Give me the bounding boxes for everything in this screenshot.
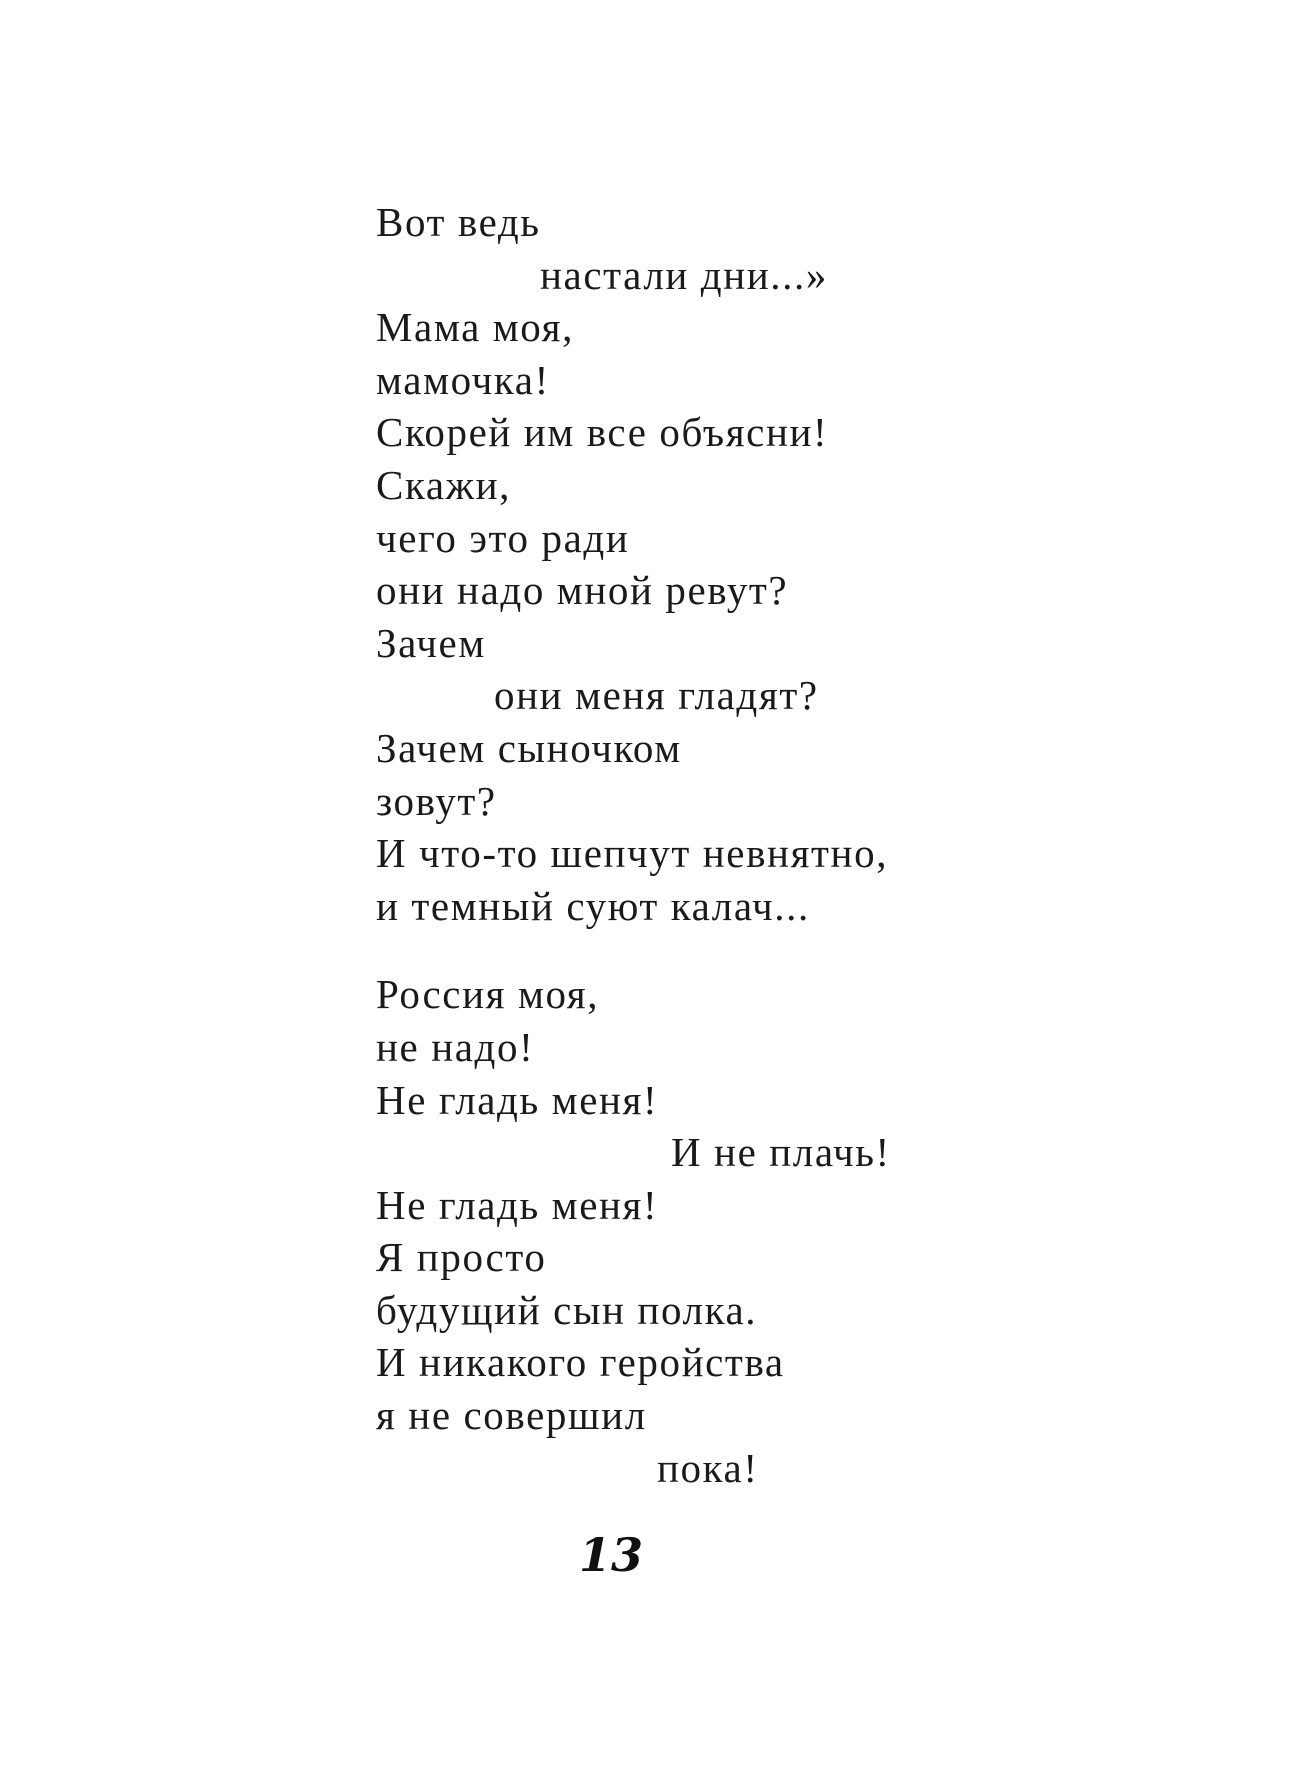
poem-line: Скажи, — [376, 461, 511, 508]
poem-line: Вот ведь — [376, 199, 541, 245]
poem-line: они надо мной ревут? — [376, 567, 789, 614]
poem-line: Зачем сыночком — [376, 724, 682, 771]
poem-line: они меня гладят? — [494, 672, 819, 719]
poem-line: и темный суют калач... — [376, 882, 810, 929]
stanza-2 — [376, 968, 996, 1494]
poem-line: я не совершил — [376, 1392, 647, 1439]
poem-line: Я просто — [376, 1234, 547, 1281]
poem-line: не надо! — [376, 1023, 535, 1070]
poem-line: И не плачь! — [671, 1129, 891, 1176]
poem-line: Россия моя, — [376, 971, 600, 1018]
poem-line: Мама моя, — [376, 304, 574, 351]
poem-line: И что-то шепчут невнятно, — [376, 830, 889, 877]
poem-line: мамочка! — [376, 356, 550, 403]
poem-line: чего это ради — [376, 514, 630, 561]
page-number: 13 — [578, 1528, 643, 1582]
poem-line: зовут? — [376, 777, 497, 824]
poem-line: Зачем — [376, 619, 486, 666]
poem-line: И никакого геройства — [376, 1339, 785, 1386]
poem-line: пока! — [657, 1444, 759, 1491]
poem-line: Не гладь меня! — [376, 1181, 659, 1228]
poem-line: Скорей им все объясни! — [376, 409, 829, 456]
poem-line: Не гладь меня! — [376, 1076, 659, 1123]
poem-line: будущий сын полка. — [376, 1286, 758, 1333]
poem-text — [376, 196, 996, 1494]
stanza-1 — [376, 196, 996, 932]
poem-line: настали дни...» — [540, 251, 828, 298]
